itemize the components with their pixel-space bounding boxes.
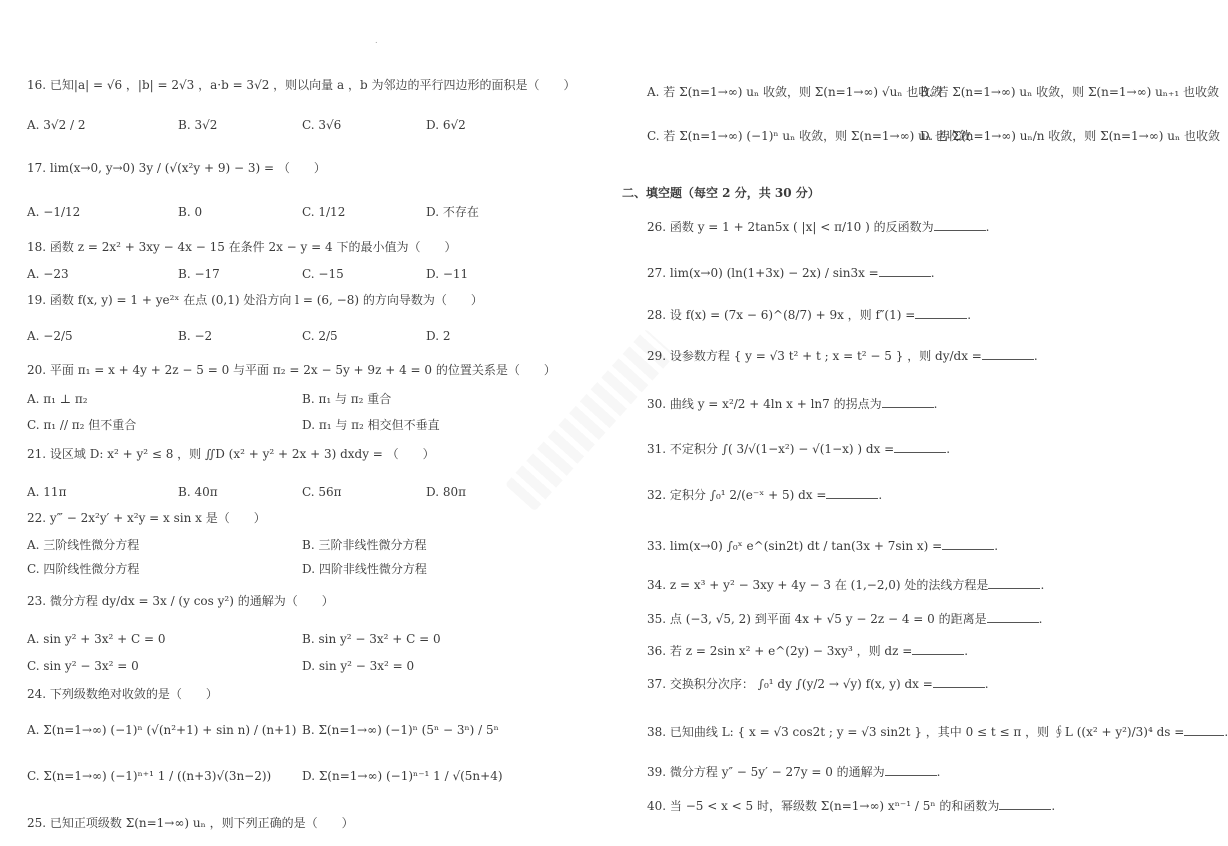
answer-blank[interactable]	[982, 349, 1034, 360]
answer-blank[interactable]	[894, 442, 946, 453]
answer-blank[interactable]	[912, 644, 964, 655]
answer-blank[interactable]	[885, 765, 937, 776]
q18-opt-a: A. −23	[27, 267, 69, 281]
q19-stem: 19. 函数 f(x, y) = 1 + ye²ˣ 在点 (0,1) 处沿方向 l = (6, −8) 的方向导数为（ ）	[27, 293, 483, 307]
q20-opt-b: B. π₁ 与 π₂ 重合	[302, 392, 392, 406]
answer-blank[interactable]	[826, 488, 878, 499]
q18-stem: 18. 函数 z = 2x² + 3xy − 4x − 15 在条件 2x − y = 4 下的最小值为（ ）	[27, 240, 457, 254]
q24-opt-c: C. Σ(n=1→∞) (−1)ⁿ⁺¹ 1 / ((n+3)√(3n−2))	[27, 769, 272, 783]
fill-item-text: 39. 微分方程 y″ − 5y′ − 27y = 0 的通解为	[647, 765, 885, 779]
fill-item-end: .	[1040, 578, 1045, 592]
fill-item-text: 37. 交换积分次序： ∫₀¹ dy ∫(y/2 → √y) f(x, y) dx =	[647, 677, 933, 691]
q19-opt-a: A. −2/5	[27, 329, 73, 343]
q21-stem: 21. 设区域 D: x² + y² ≤ 8 ，则 ∬D (x² + y² + 2x + 3) dxdy = （ ）	[27, 447, 435, 461]
q25-opt-c: C. 若 Σ(n=1→∞) (−1)ⁿ uₙ 收敛，则 Σ(n=1→∞) uₙ 也收敛	[647, 129, 971, 143]
fill-item-end: .	[964, 644, 969, 658]
q20-opt-a: A. π₁ ⊥ π₂	[27, 392, 88, 406]
q25-opt-d: D. 若 Σ(n=1→∞) uₙ/n 收敛，则 Σ(n=1→∞) uₙ 也收敛	[920, 129, 1220, 143]
fill-item-text: 26. 函数 y = 1 + 2tan5x ( |x| < π/10 ) 的反函数为	[647, 220, 934, 234]
fill-item-end: .	[946, 442, 951, 456]
fill-item-text: 33. lim(x→0) ∫₀ˣ e^(sin2t) dt / tan(3x + 7sin x) =	[647, 539, 943, 553]
q16-stem: 16. 已知|a| = √6 ，|b| = 2√3 ，a·b = 3√2 ，则以向量 a ，b 为邻边的平行四边形的面积是（ ）	[27, 78, 576, 92]
fill-item	[647, 798, 1055, 814]
q22-opt-a: A. 三阶线性微分方程	[27, 538, 140, 552]
q20-opt-d: D. π₁ 与 π₂ 相交但不垂直	[302, 418, 440, 432]
q19-opt-c: C. 2/5	[302, 329, 338, 343]
q16-opt-d: D. 6√2	[426, 118, 466, 132]
q24-stem: 24. 下列级数绝对收敛的是（ ）	[27, 687, 218, 701]
q17-opt-a: A. −1/12	[27, 205, 81, 219]
answer-blank[interactable]	[915, 308, 967, 319]
answer-blank[interactable]	[999, 799, 1051, 810]
q16-opt-b: B. 3√2	[178, 118, 218, 132]
fill-item	[647, 764, 941, 780]
fill-item	[647, 396, 937, 412]
q18-opt-d: D. −11	[426, 267, 469, 281]
answer-blank[interactable]	[933, 677, 985, 688]
q21-opt-a: A. 11π	[27, 485, 67, 499]
fill-item	[647, 577, 1044, 593]
q18-opt-b: B. −17	[178, 267, 220, 281]
fill-item-end: .	[933, 397, 938, 411]
q20-stem: 20. 平面 π₁ = x + 4y + 2z − 5 = 0 与平面 π₂ = 2x − 5y + 9z + 4 = 0 的位置关系是（ ）	[27, 363, 556, 377]
q25-stem: 25. 已知正项级数 Σ(n=1→∞) uₙ ，则下列正确的是（ ）	[27, 816, 354, 830]
fill-item	[647, 538, 998, 554]
fill-item	[647, 307, 971, 323]
q17-opt-b: B. 0	[178, 205, 203, 219]
fill-item-end: .	[1038, 612, 1043, 626]
fill-item-end: .	[1033, 349, 1038, 363]
q16-opt-a: A. 3√2 / 2	[27, 118, 86, 132]
answer-blank[interactable]	[987, 612, 1039, 623]
q23-stem: 23. 微分方程 dy/dx = 3x / (y cos y²) 的通解为（ ）	[27, 594, 334, 608]
fill-item-end: .	[1224, 725, 1228, 739]
answer-blank[interactable]	[934, 220, 986, 231]
q24-opt-d: D. Σ(n=1→∞) (−1)ⁿ⁻¹ 1 / √(5n+4)	[302, 769, 503, 783]
section-fill-in-title: 二、填空题（每空 2 分，共 30 分）	[622, 186, 820, 200]
q25-opt-b: B. 若 Σ(n=1→∞) uₙ 收敛，则 Σ(n=1→∞) uₙ₊₁ 也收敛	[920, 85, 1219, 99]
q23-opt-c: C. sin y² − 3x² = 0	[27, 659, 139, 673]
q24-opt-b: B. Σ(n=1→∞) (−1)ⁿ (5ⁿ − 3ⁿ) / 5ⁿ	[302, 723, 499, 737]
q17-opt-d: D. 不存在	[426, 205, 479, 219]
fill-item	[647, 643, 968, 659]
fill-item	[647, 441, 950, 457]
fill-item-end: .	[1051, 799, 1056, 813]
q17-stem: 17. lim(x→0, y→0) 3y / (√(x²y + 9) − 3) = （ ）	[27, 161, 326, 175]
fill-item-text: 30. 曲线 y = x²/2 + 4ln x + ln7 的拐点为	[647, 397, 882, 411]
fill-item	[647, 219, 989, 235]
q18-opt-c: C. −15	[302, 267, 344, 281]
fill-item-end: .	[984, 677, 989, 691]
q23-opt-d: D. sin y² − 3x² = 0	[302, 659, 415, 673]
q25-opt-a: A. 若 Σ(n=1→∞) uₙ 收敛，则 Σ(n=1→∞) √uₙ 也收敛	[647, 85, 943, 99]
q21-opt-d: D. 80π	[426, 485, 466, 499]
q23-opt-a: A. sin y² + 3x² + C = 0	[27, 632, 166, 646]
fill-item-text: 38. 已知曲线 L: { x = √3 cos2t ; y = √3 sin2t } ，其中 0 ≤ t ≤ π ，则 ∮L ((x² + y²)/3)⁴ ds =	[647, 725, 1185, 739]
fill-item-text: 34. z = x³ + y² − 3xy + 4y − 3 在 (1,−2,0) 处的法线方程是	[647, 578, 989, 592]
answer-blank[interactable]	[988, 578, 1040, 589]
q22-stem: 22. y‴ − 2x²y′ + x²y = x sin x 是（ ）	[27, 511, 266, 525]
fill-item-text: 35. 点 (−3, √5, 2) 到平面 4x + √5 y − 2z − 4 = 0 的距离是	[647, 612, 987, 626]
answer-blank[interactable]	[942, 539, 994, 550]
q21-opt-b: B. 40π	[178, 485, 218, 499]
q23-opt-b: B. sin y² − 3x² + C = 0	[302, 632, 441, 646]
fill-item-end: .	[936, 765, 941, 779]
fill-item-end: .	[985, 220, 990, 234]
fill-item	[647, 487, 882, 503]
fill-item-end: .	[994, 539, 999, 553]
q16-opt-c: C. 3√6	[302, 118, 342, 132]
header-mark: .	[375, 36, 378, 45]
q22-opt-c: C. 四阶线性微分方程	[27, 562, 140, 576]
q22-opt-b: B. 三阶非线性微分方程	[302, 538, 427, 552]
fill-item-text: 31. 不定积分 ∫( 3/√(1−x²) − √(1−x) ) dx =	[647, 442, 895, 456]
fill-item-text: 29. 设参数方程 { y = √3 t² + t ; x = t² − 5 } ，则 dy/dx =	[647, 349, 982, 363]
fill-item	[647, 676, 989, 692]
fill-item-text: 27. lim(x→0) (ln(1+3x) − 2x) / sin3x =	[647, 266, 879, 280]
q21-opt-c: C. 56π	[302, 485, 342, 499]
fill-item	[647, 611, 1042, 627]
fill-item	[647, 724, 1228, 740]
q24-opt-a: A. Σ(n=1→∞) (−1)ⁿ (√(n²+1) + sin n) / (n+1)	[27, 723, 297, 737]
q20-opt-c: C. π₁ // π₂ 但不重合	[27, 418, 137, 432]
q19-opt-b: B. −2	[178, 329, 213, 343]
fill-item-text: 36. 若 z = 2sin x² + e^(2y) − 3xy³ ，则 dz =	[647, 644, 913, 658]
q19-opt-d: D. 2	[426, 329, 451, 343]
fill-item	[647, 265, 935, 281]
fill-item-end: .	[930, 266, 935, 280]
fill-item-text: 40. 当 −5 < x < 5 时，幂级数 Σ(n=1→∞) xⁿ⁻¹ / 5ⁿ 的和函数为	[647, 799, 1000, 813]
q17-opt-c: C. 1/12	[302, 205, 346, 219]
fill-item-text: 28. 设 f(x) = (7x − 6)^(8/7) + 9x ，则 f″(1) =	[647, 308, 916, 322]
fill-item-text: 32. 定积分 ∫₀¹ 2/(e⁻ˣ + 5) dx =	[647, 488, 827, 502]
answer-blank[interactable]	[879, 266, 931, 277]
answer-blank[interactable]	[882, 397, 934, 408]
answer-blank[interactable]	[1184, 725, 1224, 736]
fill-item-end: .	[878, 488, 883, 502]
fill-item	[647, 348, 1038, 364]
fill-item-end: .	[967, 308, 972, 322]
q22-opt-d: D. 四阶非线性微分方程	[302, 562, 427, 576]
